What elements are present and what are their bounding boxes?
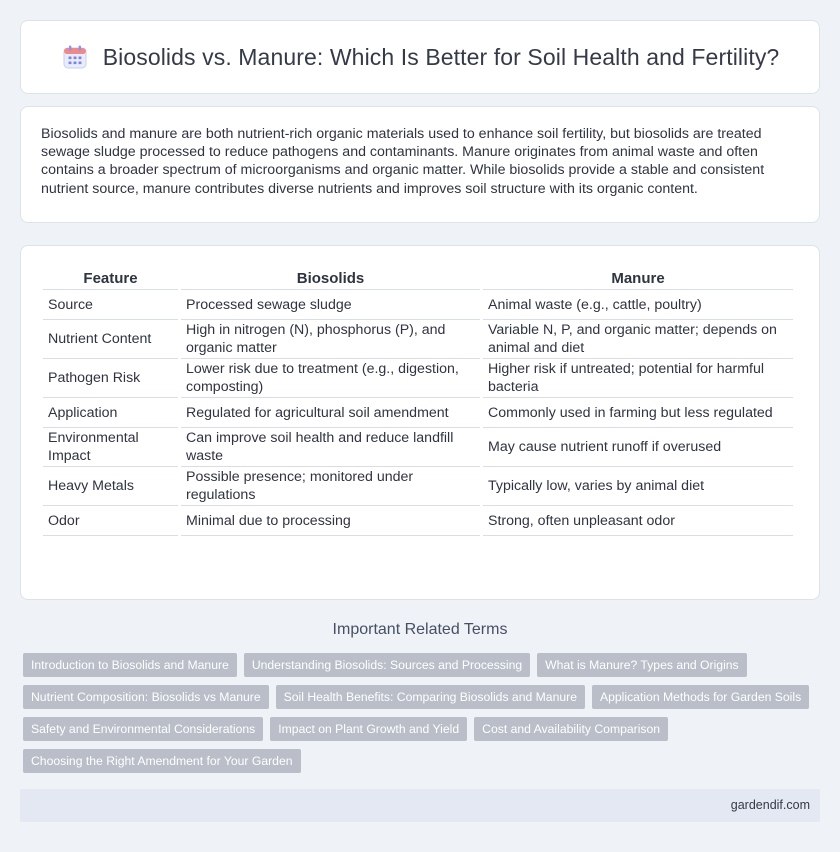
table-cell-feature: Environmental Impact [43, 428, 178, 467]
intro-card [20, 106, 820, 223]
table-cell-biosolids: Minimal due to processing [181, 506, 480, 536]
table-cell-feature: Heavy Metals [43, 467, 178, 506]
related-term-link[interactable]: Safety and Environmental Considerations [23, 717, 263, 741]
related-term-link[interactable]: Introduction to Biosolids and Manure [23, 653, 237, 677]
related-term-link[interactable]: Application Methods for Garden Soils [592, 685, 809, 709]
related-term-link[interactable]: Understanding Biosolids: Sources and Processing [244, 653, 530, 677]
related-term-link[interactable]: What is Manure? Types and Origins [537, 653, 747, 677]
table-row [43, 320, 793, 359]
table-cell-biosolids: Possible presence; monitored under regulations [181, 467, 480, 506]
table-cell-feature: Odor [43, 506, 178, 536]
related-term-link[interactable]: Choosing the Right Amendment for Your Garden [23, 749, 301, 773]
related-term-link[interactable]: Nutrient Composition: Biosolids vs Manure [23, 685, 269, 709]
footer [20, 789, 820, 822]
table-cell-biosolids: Regulated for agricultural soil amendment [181, 398, 480, 428]
table-header-row [43, 264, 793, 290]
calendar-icon [61, 43, 89, 71]
column-header-biosolids: Biosolids [181, 264, 480, 290]
column-header-manure: Manure [483, 264, 793, 290]
table-cell-manure: Variable N, P, and organic matter; depends on animal and diet [483, 320, 793, 359]
table-cell-manure: Typically low, varies by animal diet [483, 467, 793, 506]
related-term-link[interactable]: Soil Health Benefits: Comparing Biosolids and Manure [276, 685, 585, 709]
table-row [43, 359, 793, 398]
table-cell-manure: May cause nutrient runoff if overused [483, 428, 793, 467]
table-cell-biosolids: Can improve soil health and reduce landfill waste [181, 428, 480, 467]
table-cell-manure: Animal waste (e.g., cattle, poultry) [483, 290, 793, 320]
page-title: Biosolids vs. Manure: Which Is Better for Soil Health and Fertility? [102, 43, 780, 70]
column-header-feature: Feature [43, 264, 178, 290]
table-cell-feature: Source [43, 290, 178, 320]
comparison-table-card [20, 245, 820, 600]
table-row [43, 467, 793, 506]
comparison-table [40, 264, 796, 536]
related-terms-title: Important Related Terms [332, 621, 508, 638]
table-cell-feature: Pathogen Risk [43, 359, 178, 398]
table-row [43, 290, 793, 320]
header-card [20, 20, 820, 94]
footer-site-link[interactable]: gardendif.com [730, 798, 810, 812]
table-row [43, 398, 793, 428]
table-cell-feature: Nutrient Content [43, 320, 178, 359]
intro-text: Biosolids and manure are both nutrient-rich organic materials used to enhance soil fertility, but biosolids are treated sewage sludge processed to reduce pathogens and contaminants. Manure originates from animal waste and often contains a broader spectrum of microorganisms and organic matter. While biosolids provide a stable and consistent nutrient source, manure contributes diverse nutrients and improves soil structure with its organic content. [41, 126, 765, 197]
related-term-link[interactable]: Impact on Plant Growth and Yield [270, 717, 467, 741]
related-terms-list [23, 653, 823, 773]
table-cell-manure: Strong, often unpleasant odor [483, 506, 793, 536]
table-cell-manure: Commonly used in farming but less regulated [483, 398, 793, 428]
related-term-link[interactable]: Cost and Availability Comparison [474, 717, 668, 741]
table-cell-manure: Higher risk if untreated; potential for harmful bacteria [483, 359, 793, 398]
table-cell-biosolids: Processed sewage sludge [181, 290, 480, 320]
table-row [43, 506, 793, 536]
table-cell-biosolids: Lower risk due to treatment (e.g., digestion, composting) [181, 359, 480, 398]
table-cell-biosolids: High in nitrogen (N), phosphorus (P), and organic matter [181, 320, 480, 359]
table-cell-feature: Application [43, 398, 178, 428]
table-row [43, 428, 793, 467]
